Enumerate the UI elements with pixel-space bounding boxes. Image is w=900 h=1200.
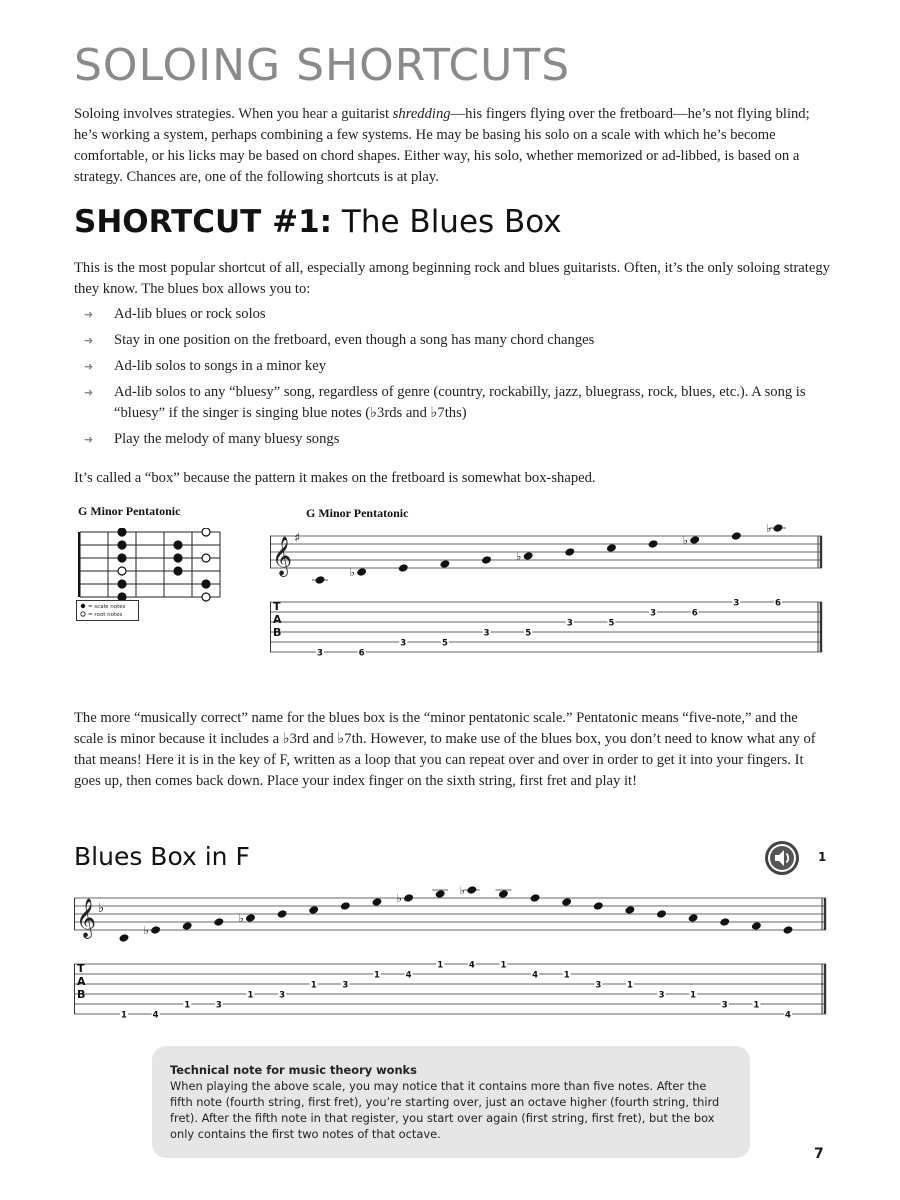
note-head — [439, 559, 450, 569]
tab-fret-number: 1 — [184, 1000, 191, 1011]
track-number: 1 — [818, 850, 827, 864]
note-head — [481, 555, 492, 565]
note-head — [624, 905, 635, 915]
flat-icon: ♭ — [459, 884, 466, 897]
note-head — [606, 543, 617, 553]
note-head — [435, 889, 446, 899]
note-head — [119, 933, 130, 943]
scale-note-icon — [81, 604, 85, 608]
f-staff-notes — [119, 884, 794, 943]
treble-clef-icon: 𝄞 — [272, 536, 293, 576]
note-head — [656, 909, 667, 919]
note-head — [564, 547, 575, 557]
note-head — [498, 889, 509, 899]
g-tab-numbers — [316, 598, 782, 659]
tab-fret-number: 1 — [121, 1010, 127, 1021]
fret-grid — [78, 532, 220, 597]
tab-fret-number: 3 — [279, 990, 286, 1001]
note-head — [731, 531, 742, 541]
tab-fret-number: 1 — [310, 980, 317, 991]
g-staff-label: G Minor Pentatonic — [306, 506, 409, 520]
technical-note-body: When playing the above scale, you may notice that it contains more than five notes. After the fifth note (fourth string, first fret), you’re starting over, just an octave higher (fourth string, third fret). After the fifth note in that register, you start over again (first string, first fret), but the box only contains the first two notes of that octave. — [170, 1079, 720, 1141]
scale-note-dot — [118, 528, 126, 536]
box-shape-paragraph: It’s called a “box” because the pattern it makes on the fretboard is somewhat box-shaped. — [74, 470, 596, 486]
shortcut-name: The Blues Box — [332, 204, 562, 240]
tab-fret-number: 6 — [691, 608, 698, 619]
arrow-icon: ➜ — [84, 360, 94, 373]
tab-letter: A — [273, 613, 282, 626]
sharp-key-signature-icon: ♯ — [294, 531, 301, 546]
tab-fret-number: 1 — [437, 960, 444, 971]
tab-fret-number: 4 — [152, 1010, 159, 1021]
tab-fret-number: 1 — [753, 1000, 760, 1011]
legend-scale-label: = scale notes — [88, 604, 126, 610]
tab-fret-number: 1 — [247, 990, 254, 1001]
page-number: 7 — [814, 1146, 824, 1162]
root-note-dot — [118, 567, 126, 575]
tab-fret-number: 4 — [468, 960, 475, 971]
pentatonic-paragraph: The more “musically correct” name for the blues box is the “minor pentatonic scale.” Pentatonic means “five-note,” and the scale is minor because it includes a ♭3rd and ♭7th. However, to make use of the blues box, you don’t need to know what any of that means! Here it is in the key of F, written as a loop that you can repeat over and over in order to get it into your fingers. It goes up, then comes back down. Place your index finger on the sixth string, first fret and play it! — [74, 710, 816, 789]
shortcut-heading — [74, 204, 562, 240]
note-head — [530, 893, 541, 903]
scale-note-dot — [118, 554, 126, 562]
note-head — [356, 567, 367, 577]
note-head — [403, 893, 414, 903]
note-head — [751, 921, 762, 931]
g-staff-lines — [270, 531, 822, 652]
tab-fret-number: 6 — [358, 648, 365, 659]
note-head — [398, 563, 409, 573]
tab-fret-number: 5 — [441, 638, 448, 649]
blues-box-in-f-staff — [74, 882, 830, 1022]
tab-fret-number: 5 — [525, 628, 532, 639]
g-staff-notes — [312, 522, 786, 585]
treble-clef-icon: 𝄞 — [76, 898, 97, 938]
tab-fret-number: 1 — [500, 960, 507, 971]
note-head — [648, 539, 659, 549]
note-head — [689, 535, 700, 545]
intro-text-end: —his fingers flying over the fretboard—he’s not flying blind; he’s working a system, perhaps combining a few systems. He may be basing his solo on a scale with which he’s become comfortable, or his licks may be based on chord shapes. Either way, his solo, whether memorized or ad-libbed, is based on a strategy. Chances are, one of the following shortcuts is at play. — [74, 106, 810, 185]
fretboard-diagram-label: G Minor Pentatonic — [78, 504, 181, 518]
flat-icon: ♭ — [516, 550, 522, 563]
list-item: ➜ Ad-lib solos to any “bluesy” song, regardless of genre (country, rockabilly, jazz, bluegrass, rock, blues, etc.). A song is “bluesy” if the singer is singing blue notes (♭3rds and ♭7ths) — [84, 384, 806, 421]
tab-fret-number: 3 — [650, 608, 657, 619]
page-title: SOLOING SHORTCUTS — [74, 40, 571, 91]
note-head — [213, 917, 224, 927]
note-head — [466, 885, 477, 895]
g-minor-pentatonic-staff — [270, 520, 830, 660]
tab-fret-number: 4 — [532, 970, 539, 981]
tab-letter: B — [273, 626, 282, 639]
arrow-icon: ➜ — [84, 334, 94, 347]
note-head — [150, 925, 161, 935]
intro-emphasis: shredding — [392, 106, 451, 122]
f-tab-numbers — [120, 960, 792, 1021]
scale-note-dot — [174, 541, 182, 549]
list-item: ➜ Ad-lib blues or rock solos — [84, 304, 824, 325]
tab-fret-number: 3 — [400, 638, 407, 649]
flat-icon: ♭ — [766, 522, 772, 535]
tab-fret-number: 1 — [373, 970, 380, 981]
note-head — [561, 897, 572, 907]
note-head — [182, 921, 193, 931]
tab-letter: A — [77, 975, 86, 988]
list-item: ➜ Ad-lib solos to songs in a minor key — [84, 356, 824, 377]
tab-letter: T — [77, 962, 85, 975]
tab-fret-number: 1 — [690, 990, 697, 1001]
tab-fret-number: 3 — [733, 598, 740, 609]
arrow-icon: ➜ — [84, 386, 94, 399]
note-head — [371, 897, 382, 907]
flat-icon: ♭ — [682, 534, 688, 547]
legend-root-label: = root notes — [88, 612, 123, 618]
root-note-icon — [81, 612, 85, 616]
flat-key-signature-icon: ♭ — [98, 901, 105, 916]
note-head — [340, 901, 351, 911]
root-note-dot — [202, 593, 210, 601]
intro-text-start: Soloing involves strategies. When you hear a guitarist — [74, 106, 393, 122]
scale-note-dot — [118, 541, 126, 549]
tab-letter: T — [273, 600, 281, 613]
intro-paragraph — [74, 104, 830, 188]
tab-fret-number: 3 — [342, 980, 349, 991]
flat-icon: ♭ — [238, 912, 244, 925]
root-note-dot — [202, 528, 210, 536]
scale-note-dot — [202, 580, 210, 588]
list-item: ➜ Stay in one position on the fretboard, even though a song has many chord changes — [84, 330, 824, 351]
root-note-dot — [202, 554, 210, 562]
scale-note-dot — [174, 567, 182, 575]
blues-box-benefits-list — [84, 304, 824, 455]
note-head — [523, 551, 534, 561]
tab-letter: B — [77, 988, 86, 1001]
tab-fret-number: 4 — [405, 970, 412, 981]
tab-fret-number: 3 — [566, 618, 573, 629]
tab-fret-number: 1 — [563, 970, 570, 981]
note-head — [773, 523, 784, 533]
f-staff-lines — [74, 898, 826, 1014]
tab-fret-number: 4 — [785, 1010, 791, 1021]
technical-note-box — [152, 1046, 750, 1158]
tab-fret-number: 3 — [658, 990, 665, 1001]
arrow-icon: ➜ — [84, 308, 94, 321]
arrow-icon: ➜ — [84, 433, 94, 446]
shortcut-number: SHORTCUT #1: — [74, 204, 333, 240]
note-head — [593, 901, 604, 911]
note-head — [719, 917, 730, 927]
scale-note-dot — [118, 580, 126, 588]
technical-note-title: Technical note for music theory wonks — [170, 1063, 417, 1077]
tab-fret-number: 3 — [215, 1000, 222, 1011]
scale-note-dot — [174, 554, 182, 562]
note-head — [315, 575, 326, 585]
tab-fret-number: 3 — [317, 648, 323, 659]
blues-box-paragraph: This is the most popular shortcut of all, especially among beginning rock and blues guitarists. Often, it’s the only soloing strategy they know. The blues box allows you to: — [74, 260, 830, 297]
tab-fret-number: 3 — [483, 628, 490, 639]
note-head — [783, 925, 794, 935]
flat-icon: ♭ — [396, 892, 402, 905]
audio-play-button[interactable] — [764, 840, 800, 876]
flat-icon: ♭ — [143, 924, 149, 937]
tab-fret-number: 6 — [775, 598, 781, 609]
note-head — [688, 913, 699, 923]
note-head — [308, 905, 319, 915]
flat-icon: ♭ — [349, 566, 355, 579]
list-item: ➜ Play the melody of many bluesy songs — [84, 429, 824, 450]
tab-fret-number: 3 — [595, 980, 602, 991]
note-head — [277, 909, 288, 919]
tab-fret-number: 5 — [608, 618, 615, 629]
tab-fret-number: 1 — [626, 980, 633, 991]
tab-fret-number: 3 — [721, 1000, 728, 1011]
fretboard-legend — [76, 600, 140, 622]
note-head — [245, 913, 256, 923]
example-title: Blues Box in F — [74, 842, 250, 871]
